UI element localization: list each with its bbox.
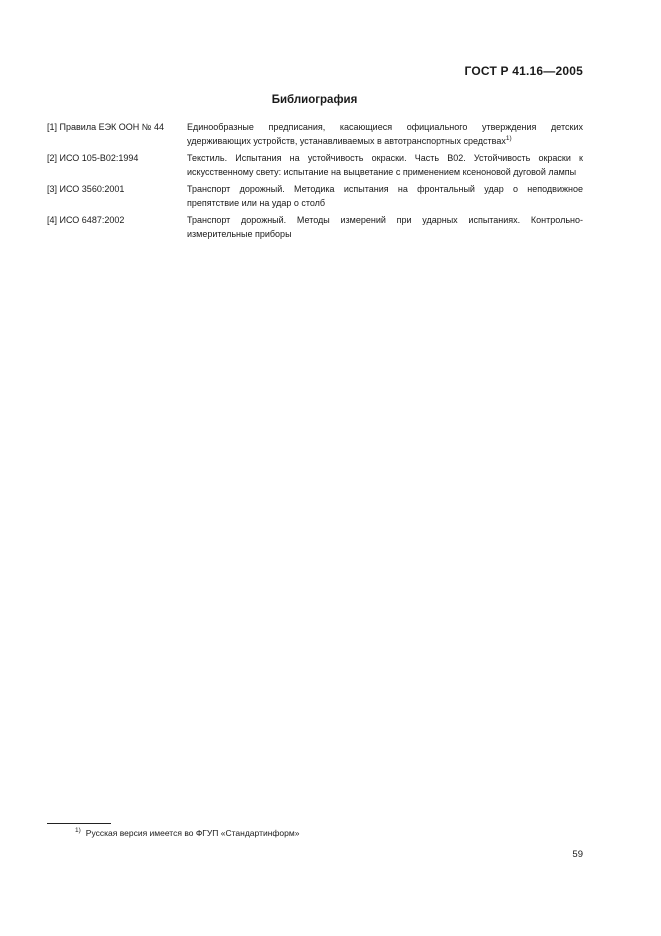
reference-code: Правила ЕЭК ООН № 44 [59,122,164,132]
reference-number: [2] [47,153,58,163]
reference-text: Транспорт дорожный. Методы измерений при ударных испытаниях. Контрольно-измерительные приборы [187,215,583,239]
footnote-text: Русская версия имеется во ФГУП «Стандартинформ» [85,828,300,838]
reference-number: [1] [47,122,58,132]
reference-id [47,214,187,241]
footnote [75,828,299,838]
reference-item [47,121,583,148]
reference-text-content: Единообразные предписания, касающиеся официального утверждения детских удерживающих устройств, устанавливаемых в автотранспортных средствах [187,122,583,146]
reference-id [47,152,187,179]
bibliography-title: Библиография [271,94,358,106]
footnote-mark: 1) [75,827,81,835]
reference-id [47,183,187,210]
reference-item [47,152,583,179]
document-code: ГОСТ Р 41.16—2005 [464,64,583,78]
page-number: 59 [572,849,583,860]
reference-item [47,214,583,241]
reference-text: Транспорт дорожный. Методика испытания на фронтальный удар о неподвижное препятствие или на удар о столб [187,184,583,208]
reference-code: ИСО 6487:2002 [59,215,125,225]
reference-item [47,183,583,210]
reference-number: [4] [47,215,58,225]
reference-code: ИСО 3560:2001 [59,184,125,194]
reference-number: [3] [47,184,58,194]
footnote-marker: 1) [505,134,512,142]
reference-code: ИСО 105-В02:1994 [59,153,139,163]
footnote-divider [47,823,111,824]
reference-list [47,121,583,245]
reference-id [47,121,187,148]
reference-text [187,121,583,148]
reference-text: Текстиль. Испытания на устойчивость окраски. Часть В02. Устойчивость окраски к искусственному свету: испытание на выцветание с применением ксеноновой дуговой лампы [187,153,583,177]
